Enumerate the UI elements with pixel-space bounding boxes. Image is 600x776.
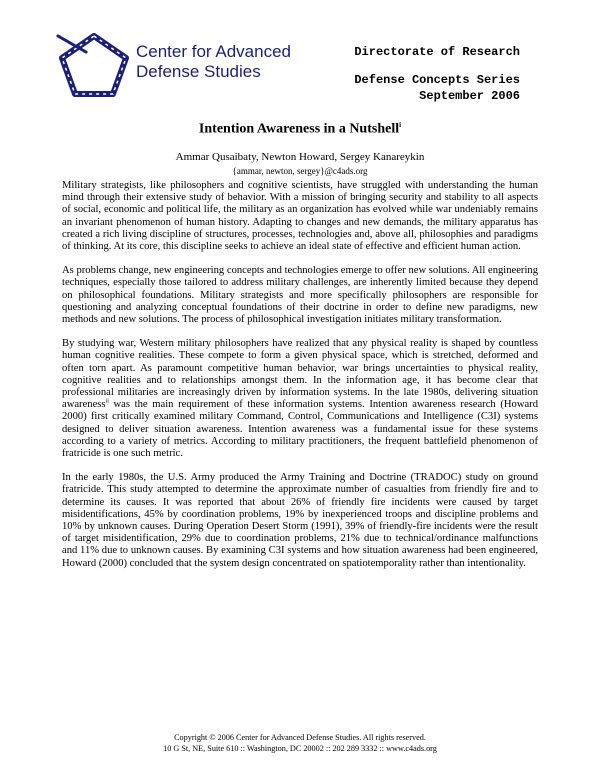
author-emails: {ammar, newton, sergey}@c4ads.org bbox=[232, 166, 368, 176]
series-label: Defense Concepts Series bbox=[354, 73, 520, 87]
logo-line-1: Center for Advanced bbox=[136, 42, 291, 61]
article-title bbox=[0, 121, 600, 138]
paragraph-3 bbox=[62, 338, 538, 460]
copyright-line: Copyright © 2006 Center for Advanced Defense Studies. All rights reserved. bbox=[174, 733, 426, 742]
paragraph-3-text-a: By studying war, Western military philosophers have realized that any physical reality is shaped by countless human cognitive realities. These compete to form a given physical space, which is stretched, deformed and often torn apart. As paramount competitive human behavior, war brings uncertainties to physical reality, cognitive realities and to relationships amongst them. In the information age, it has become clear that professional militaries are increasingly driven by information systems. In the late 1980s, delivering situation awareness bbox=[62, 338, 538, 411]
pentagon-logo-icon bbox=[56, 30, 136, 98]
organization-logo bbox=[56, 30, 316, 98]
paragraph-4: In the early 1980s, the U.S. Army produced the Army Training and Doctrine (TRADOC) study on ground fratricide. This study attempted to determine the approximate number of casualties from friendly fire and to determine its causes. It was reported that about 26% of friendly fire incidents were caused by target misidentifications, 45% by coordination problems, 19% by inexperienced troops and discipline problems and 10% by unknown causes. During Operation Desert Storm (1991), 39% of friendly-fire incidents were the result of target misidentification, 29% due to coordination problems, 21% due to technical/ordinance malfunctions and 11% due to unknown causes. By examining C3I systems and how situation awareness had been engineered, Howard (2000) concluded that the system design concentrated on spatiotemporality rather than intentionality. bbox=[62, 472, 538, 569]
directorate-label: Directorate of Research bbox=[354, 45, 520, 59]
title-text: Intention Awareness in a Nutshell bbox=[198, 121, 400, 137]
authors-line: Ammar Qusaibaty, Newton Howard, Sergey Kanareykin bbox=[175, 151, 425, 163]
endnote-marker: ii bbox=[105, 398, 109, 405]
title-endnote-marker: i bbox=[399, 121, 402, 129]
document-series-header bbox=[354, 44, 520, 104]
paragraph-1: Military strategists, like philosophers and cognitive scientists, have struggled with understanding the human mind through their extensive study of behavior. With a mission of bringing security and stability to all aspects of social, economic and political life, the military as an organization has evolved while war undeniably remains an invariant phenomenon of human history. Adapting to changes and new demands, the military apparatus has created a rich living discipline of structures, processes, technologies and, above all, philosophies and paradigms of thinking. At its core, this discipline seeks to achieve an ideal state of effective and efficient human action. bbox=[62, 180, 538, 253]
paragraph-2: As problems change, new engineering concepts and technologies emerge to offer new solutions. All engineering techniques, especially those tailored to address military challenges, are inherently limited because they depend on philosophical foundations. Military strategists and more specifically philosophers are responsible for questioning and analyzing conceptual foundations of their doctrine in order to define new paradigms, new methods and new solutions. The process of philosophical investigation initiates military transformation. bbox=[62, 265, 538, 326]
logo-line-2: Defense Studies bbox=[136, 62, 261, 81]
date-label: September 2006 bbox=[419, 89, 520, 103]
article-body bbox=[62, 180, 538, 582]
page-footer bbox=[0, 732, 600, 754]
address-line: 10 G St, NE, Suite 610 :: Washington, DC 20002 :: 202 289 3332 :: www.c4ads.org bbox=[163, 744, 437, 753]
paragraph-3-text-b: was the main requirement of these information systems. Intention awareness research (Howard 2000) first critically examined military Command, Control, Communications and Intelligence (C3I) systems designed to deliver situation awareness. Intention awareness was a fundamental issue for these systems according to a variety of metrics. According to military practitioners, the frequent battlefield phenomenon of fratricide is one such metric. bbox=[62, 399, 538, 460]
